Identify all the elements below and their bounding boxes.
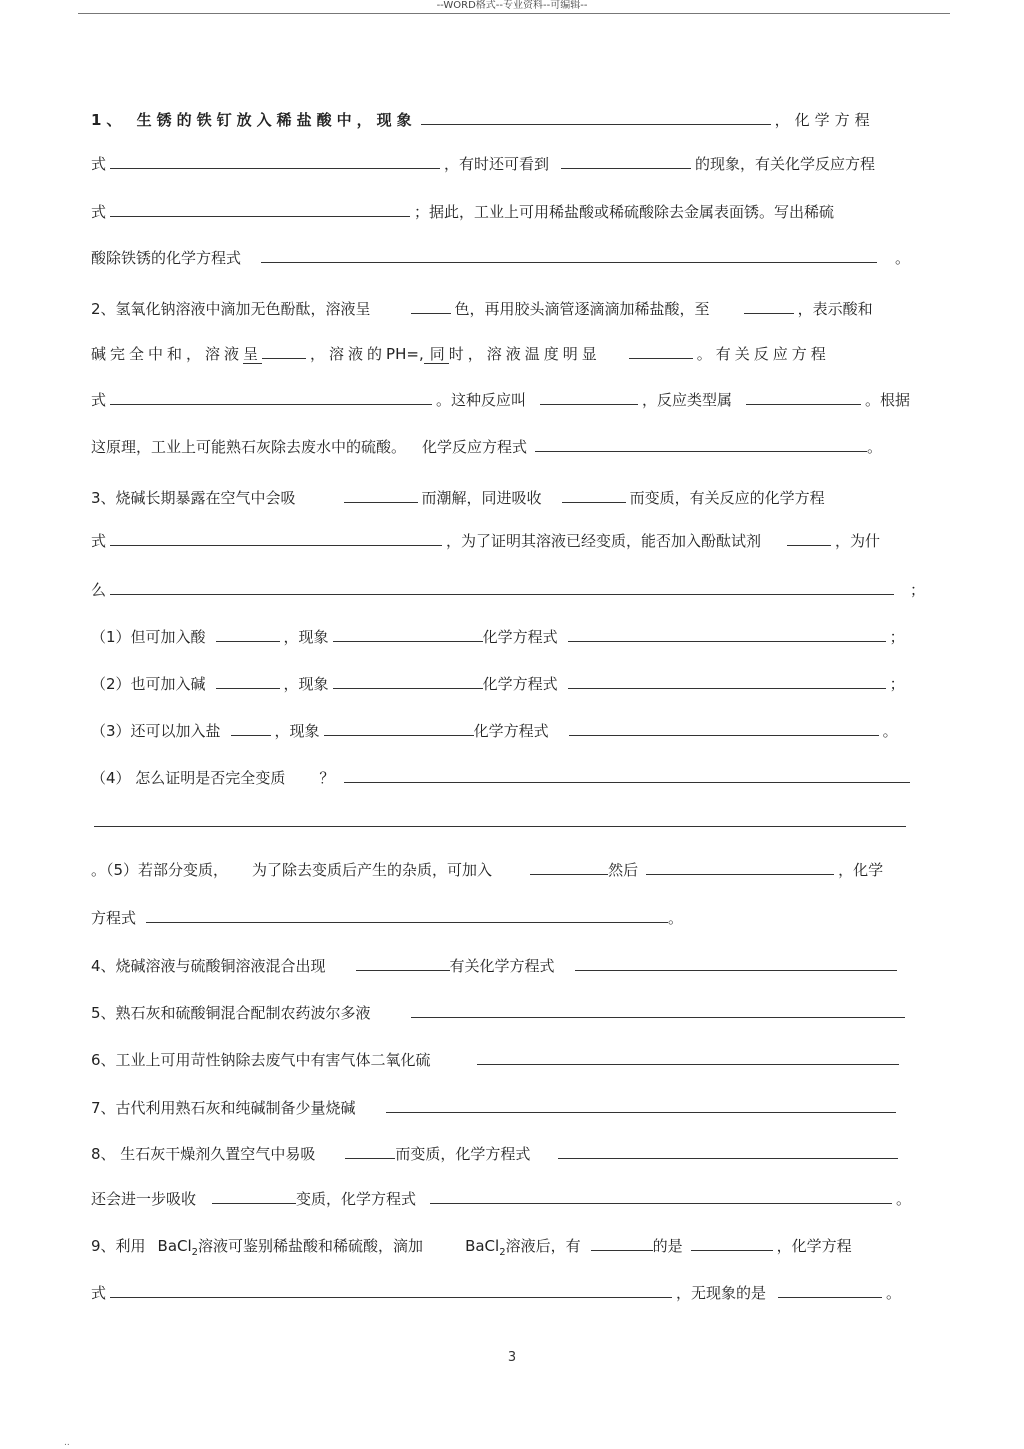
q2-text: 色，再用胶头滴管逐滴滴加稀盐酸，至 xyxy=(454,300,710,318)
q2-text: ，反应类型属 xyxy=(642,391,733,409)
q2-blank-color[interactable] xyxy=(411,297,451,314)
q3-text: ； xyxy=(889,675,905,693)
q3-blank-base[interactable] xyxy=(216,672,280,689)
q2-text: 。根据 xyxy=(865,391,911,409)
q1-blank-sulfuric[interactable] xyxy=(261,246,877,263)
q9-line-2 xyxy=(91,1281,931,1303)
q3-text: 而变质，有关反应的化学方程 xyxy=(629,489,825,507)
q2-text: 。这种反应叫 xyxy=(436,391,527,409)
q3-sub-1 xyxy=(91,625,931,647)
q1-blank-equation[interactable] xyxy=(110,152,440,169)
q1-text: ，化学方程 xyxy=(774,111,875,129)
q3-blank-add[interactable] xyxy=(530,858,608,875)
q9-blank-which[interactable] xyxy=(691,1234,773,1251)
q2-blank-equation[interactable] xyxy=(110,388,432,405)
q2-line-1 xyxy=(91,297,931,319)
q6-text: 6、工业上可用苛性钠除去废气中有害气体二氧化硫 xyxy=(91,1051,431,1069)
q9-text: 。 xyxy=(886,1284,902,1302)
q3-sub-4-cont xyxy=(94,810,934,832)
q3-blank-base-phenomenon[interactable] xyxy=(333,672,483,689)
q3-blank-equation-2[interactable] xyxy=(146,906,668,923)
q8-text: 。 xyxy=(896,1190,912,1208)
q1-line-4 xyxy=(91,246,931,268)
q8-blank-equation-2[interactable] xyxy=(430,1187,892,1204)
q2-blank-temperature[interactable] xyxy=(629,342,693,359)
q2-blank-reaction-type[interactable] xyxy=(746,388,861,405)
q8-blank-equation[interactable] xyxy=(558,1142,898,1159)
q3-blank-salt-equation[interactable] xyxy=(569,719,879,736)
q9-text: ，化学方程 xyxy=(776,1237,852,1255)
q3-blank-salt[interactable] xyxy=(231,719,271,736)
q2-line-3 xyxy=(91,388,931,410)
q2-text: 呈 xyxy=(243,345,263,363)
q3-text: （2）也可加入碱 xyxy=(91,675,206,693)
q2-line-2 xyxy=(91,342,931,364)
q9-subscript: 2 xyxy=(191,1247,199,1258)
q3-sub-3 xyxy=(91,719,931,741)
q3-text: ，现象 xyxy=(283,628,329,646)
q1-blank-phenomenon[interactable] xyxy=(421,108,771,125)
q1-line-1 xyxy=(91,108,931,130)
q3-text: ，现象 xyxy=(274,722,320,740)
q5-blank-equation[interactable] xyxy=(411,1001,905,1018)
q9-text: 9、利用 xyxy=(91,1237,146,1255)
q3-text: 化学方程式 xyxy=(482,628,558,646)
q7-text: 7、古代利用熟石灰和纯碱制备少量烧碱 xyxy=(91,1099,356,1117)
q8-text: 还会进一步吸收 xyxy=(91,1190,197,1208)
q1-blank-also-see[interactable] xyxy=(561,152,691,169)
q3-text: ？ xyxy=(319,769,335,787)
q3-sub-5-cont xyxy=(91,906,931,928)
q3-text: 。 xyxy=(668,909,684,927)
q9-subscript: 2 xyxy=(499,1247,506,1258)
q3-text: 方程式 xyxy=(91,909,137,927)
q3-text: 3、烧碱长期暴露在空气中会吸 xyxy=(91,489,296,507)
q1-text: ；据此，工业上可用稀盐酸或稀硫酸除去金属表面锈。写出稀硫 xyxy=(414,203,835,221)
q3-text: ； xyxy=(889,628,905,646)
q1-text: 式 xyxy=(91,203,107,221)
q4-text: 4、烧碱溶液与硫酸铜溶液混合出现 xyxy=(91,957,326,975)
q5-text: 5、熟石灰和硫酸铜混合配制农药波尔多液 xyxy=(91,1004,371,1022)
q4-text: 有关化学方程式 xyxy=(449,957,555,975)
q2-blank-state[interactable] xyxy=(262,342,306,359)
q9-blank-equation[interactable] xyxy=(110,1281,672,1298)
q3-text: ，为什 xyxy=(835,532,881,550)
q8-text: 变质，化学方程式 xyxy=(296,1190,417,1208)
q2-text: 同 xyxy=(424,345,449,364)
q1-line-2 xyxy=(91,152,931,174)
q2-text: 式 xyxy=(91,391,107,409)
q1-blank-equation-2[interactable] xyxy=(110,200,410,217)
q9-text: ，无现象的是 xyxy=(676,1284,767,1302)
q3-text: 化学方程式 xyxy=(473,722,549,740)
q5-line xyxy=(91,1001,931,1023)
q3-text: 化学方程式 xyxy=(482,675,558,693)
q2-text: 2、氢氧化钠溶液中滴加无色酚酞，溶液呈 xyxy=(91,300,371,318)
q3-sub-4 xyxy=(91,766,931,788)
page-header: --WORD格式--专业资料--可编辑-- xyxy=(436,0,588,11)
q2-text: 时，溶液温度明显 xyxy=(448,345,601,363)
q6-line xyxy=(91,1048,931,1070)
q4-line xyxy=(91,954,931,976)
q3-blank-salt-phenomenon[interactable] xyxy=(324,719,474,736)
q1-text: 式 xyxy=(91,155,107,173)
q8-blank-absorb[interactable] xyxy=(345,1142,395,1159)
q2-blank-reaction-name[interactable] xyxy=(540,388,638,405)
q1-text: 1、 生锈的铁钉放入稀盐酸中，现象 xyxy=(91,111,417,129)
q9-line-1 xyxy=(91,1234,931,1256)
q9-text: 溶液可鉴别稀盐酸和稀硫酸，滴加 xyxy=(198,1237,424,1255)
q9-text: 溶液后，有 xyxy=(505,1237,581,1255)
q2-text: PH=, xyxy=(386,345,424,363)
q1-text: 酸除铁锈的化学方程式 xyxy=(91,249,242,267)
q3-blank-then[interactable] xyxy=(646,858,834,875)
q3-sub-2 xyxy=(91,672,931,694)
q3-blank-acid-equation[interactable] xyxy=(568,625,886,642)
q3-text: （4） 怎么证明是否完全变质 xyxy=(91,769,286,787)
q3-blank-acid-phenomenon[interactable] xyxy=(333,625,483,642)
q2-text: ，溶液的 xyxy=(310,345,387,363)
q3-line-3 xyxy=(91,578,931,600)
q3-text: 么 xyxy=(91,581,107,599)
q3-text: （1）但可加入酸 xyxy=(91,628,206,646)
header-rule xyxy=(78,13,950,14)
q9-text: 的是 xyxy=(652,1237,683,1255)
q3-text: ，现象 xyxy=(283,675,329,693)
q3-text: ，为了证明其溶液已经变质，能否加入酚酞试剂 xyxy=(446,532,762,550)
q8-line-2 xyxy=(91,1187,931,1209)
q3-blank-acid[interactable] xyxy=(216,625,280,642)
q2-text: 。 xyxy=(867,438,883,456)
q3-text: 式 xyxy=(91,532,107,550)
q1-text: 。 xyxy=(895,249,911,267)
q1-text: ，有时还可看到 xyxy=(444,155,550,173)
q3-blank-why[interactable] xyxy=(110,578,894,595)
q4-blank-phenomenon[interactable] xyxy=(356,954,450,971)
q3-line-2 xyxy=(91,529,931,551)
q7-line xyxy=(91,1096,931,1118)
q3-text: 。 xyxy=(882,722,898,740)
q3-text: 然后 xyxy=(608,861,639,879)
page-number: 3 xyxy=(507,1350,517,1365)
q2-text: 化学反应方程式 xyxy=(422,438,528,456)
q3-blank-phenolphthalein[interactable] xyxy=(787,529,831,546)
q3-blank-absorb[interactable] xyxy=(344,486,418,503)
q3-blank-how-to-prove-2[interactable] xyxy=(94,810,906,827)
q9-blank-no-phenomenon[interactable] xyxy=(778,1281,882,1298)
q9-text: BaCl xyxy=(157,1237,192,1255)
q2-text: 。有关反应方程 xyxy=(696,345,830,363)
q2-text: 这原理，工业上可能熟石灰除去废水中的硫酸。 xyxy=(91,438,407,456)
q1-line-3 xyxy=(91,200,931,222)
q3-blank-equation[interactable] xyxy=(110,529,442,546)
q1-text: 的现象，有关化学反应方程 xyxy=(695,155,876,173)
q3-line-1 xyxy=(91,486,931,508)
q8-text: 8、 生石灰干燥剂久置空气中易吸 xyxy=(91,1145,316,1163)
q3-blank-absorb-2[interactable] xyxy=(562,486,626,503)
q9-blank-precipitate[interactable] xyxy=(591,1234,653,1251)
q3-text: ，化学 xyxy=(838,861,884,879)
q9-text: 式 xyxy=(91,1284,107,1302)
q3-blank-base-equation[interactable] xyxy=(568,672,886,689)
q8-text: 而变质，化学方程式 xyxy=(395,1145,531,1163)
q3-blank-how-to-prove[interactable] xyxy=(344,766,910,783)
q3-text: 。（5）若部分变质， xyxy=(91,861,229,879)
q3-text: 为了除去变质后产生的杂质，可加入 xyxy=(252,861,493,879)
q2-line-4 xyxy=(91,435,931,457)
q3-sub-5 xyxy=(91,858,931,880)
q3-text: 而潮解，同进吸收 xyxy=(421,489,542,507)
q3-text: ； xyxy=(910,581,926,599)
corner-mark: .. xyxy=(64,1438,70,1448)
q3-text: （3）还可以加入盐 xyxy=(91,722,221,740)
q4-blank-equation[interactable] xyxy=(575,954,897,971)
q2-text: ，表示酸和 xyxy=(797,300,873,318)
q6-blank-equation[interactable] xyxy=(477,1048,899,1065)
q8-line-1 xyxy=(91,1142,931,1164)
q2-text: 碱完全中和，溶液 xyxy=(91,345,244,363)
q2-blank-until[interactable] xyxy=(744,297,794,314)
q2-blank-equation-2[interactable] xyxy=(535,435,867,452)
q9-text: BaCl xyxy=(465,1237,500,1255)
q8-blank-absorb-2[interactable] xyxy=(212,1187,296,1204)
q7-blank-equation[interactable] xyxy=(386,1096,896,1113)
